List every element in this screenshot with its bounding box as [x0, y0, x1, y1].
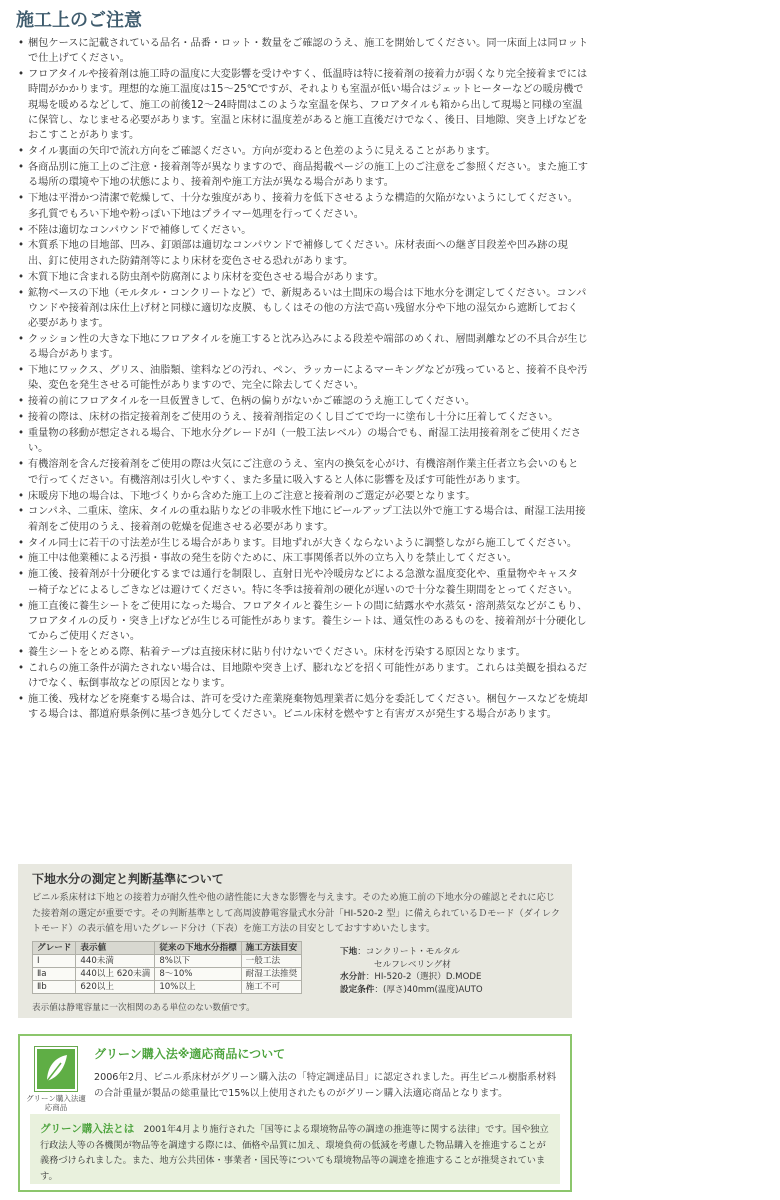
- caution-text: 木質系下地の目地部、凹み、釘頭部は適切なコンパウンドで補修してください。床材表面への継ぎ目段差や凹み跡の現出、釘に使用された防錆剤等により床材を変色させる恐れがあります。: [28, 240, 568, 267]
- bullet-icon: •: [18, 287, 25, 299]
- bullet-icon: •: [18, 506, 25, 518]
- table-cell: 620以上: [76, 981, 155, 994]
- bullet-icon: •: [18, 600, 25, 612]
- substrate-value-2: セルフレベリング材: [374, 959, 451, 970]
- table-row: [33, 955, 302, 968]
- green-leaf-logo-icon: [34, 1046, 78, 1092]
- caution-item: [18, 551, 588, 566]
- green-title: グリーン購入法※適応商品について: [94, 1047, 286, 1061]
- green-law-box: [30, 1114, 560, 1184]
- table-cell: 440未満: [76, 955, 155, 968]
- green-law-text: [40, 1122, 554, 1184]
- bullet-icon: •: [18, 694, 25, 706]
- bullet-icon: •: [18, 553, 25, 565]
- bullet-icon: •: [18, 459, 25, 471]
- caution-item: [18, 457, 588, 488]
- meter-value: ：HI-520-2（選択）D.MODE: [365, 972, 482, 982]
- bullet-icon: •: [18, 224, 25, 236]
- caution-item: [18, 363, 588, 394]
- substrate-label: 下地: [340, 947, 358, 957]
- green-description: 2006年2月、ビニル系床材がグリーン購入法の「特定調達品目」に認定されました。再生ビニル樹脂系材料の合計重量が製品の総重量比で15%以上使用されたものがグリーン購入法適応商品となります。: [94, 1072, 557, 1099]
- table-cell: Ⅱa: [33, 968, 76, 981]
- meter-label: 水分計: [340, 972, 366, 982]
- caution-text: 各商品別に施工上のご注意・接着剤等が異なりますので、商品掲載ページの施工上のご注意をご参照ください。また施工する場所の環境や下地の状態により、接着剤や施工方法が異なる場合があります。: [28, 162, 588, 189]
- caution-text: 不陸は適切なコンパウンドで補修してください。: [28, 224, 252, 236]
- caution-text: 施工直後に養生シートをご使用になった場合、フロアタイルと養生シートの間に結露水や水蒸気・溶剤蒸気などがこもり、フロアタイルの反り・突き上げなどが生じる可能性があります。養生シートは、通気性のあるものを、接着剤が十分硬化してからご使用ください。: [28, 600, 588, 643]
- table-row: [33, 981, 302, 994]
- caution-item: [18, 144, 588, 159]
- caution-text: コンパネ、二重床、塗床、タイルの重ね貼りなどの非吸水性下地にピールアップ工法以外で施工する場合は、耐湿工法用接着剤をご使用のうえ、接着剤の乾燥を促進させる必要があります。: [28, 506, 586, 533]
- bullet-icon: •: [18, 271, 25, 283]
- bullet-icon: •: [18, 69, 25, 81]
- caution-text: 鉱物ベースの下地（モルタル・コンクリートなど）で、新規あるいは土間床の場合は下地水分を測定してください。コンパウンドや接着剤は床仕上げ材と同様に適切な皮膜、もしくはその他の方法で高い残留水分や下地の湿気から遮断しておく必要があります。: [28, 287, 587, 330]
- table-cell: 一般工法: [241, 955, 302, 968]
- table-cell: 10%以上: [155, 981, 241, 994]
- header-conventional-index: 従来の下地水分指標: [155, 942, 241, 955]
- table-row: [33, 968, 302, 981]
- bullet-icon: •: [18, 193, 25, 205]
- caution-item: [18, 489, 588, 504]
- green-purchase-section: [18, 1034, 572, 1192]
- table-cell: Ⅱb: [33, 981, 76, 994]
- caution-text: タイル裏面の矢印で流れ方向をご確認ください。方向が変わると色差のように見えることがあります。: [28, 146, 496, 158]
- caution-item: [18, 599, 588, 645]
- bullet-icon: •: [18, 647, 25, 659]
- table-header-row: [33, 942, 302, 955]
- bullet-icon: •: [18, 162, 25, 174]
- measurement-conditions: [340, 946, 483, 996]
- caution-text: タイル同士に若干の寸法差が生じる場合があります。目地ずれが大きくならないように調整しながら施工してください。: [28, 537, 578, 549]
- caution-text: 施工後、接着剤が十分硬化するまでは通行を制限し、直射日光や冷暖房などによる急激な温度変化や、重量物やキャスター椅子などによるしごきなどは避けてください。特に冬季は接着剤の硬化が遅いので十分な養生期間をとってください。: [28, 569, 578, 596]
- caution-item: [18, 67, 588, 143]
- substrate-value: ：コンクリート・モルタル: [357, 947, 460, 957]
- caution-text: これらの施工条件が満たされない場合は、目地隙や突き上げ、膨れなどを招く可能性があります。これらは美観を損ねるだけでなく、転倒事故などの原因となります。: [28, 662, 588, 690]
- bullet-icon: •: [18, 365, 25, 377]
- caution-item: [18, 692, 588, 723]
- table-cell: Ⅰ: [33, 955, 76, 968]
- caution-item: [18, 661, 588, 692]
- table-cell: 440以上 620未満: [76, 968, 155, 981]
- moisture-intro: ビニル系床材は下地との接着力が耐久性や他の諸性能に大きな影響を与えます。そのため施工前の下地水分の確認とそれに応じた接着剤の選定が重要です。その判断基準として高周波静電容量式水分計「HI-520-2 型」に備えられているＤモード（ダイレクトモード）の表示値を用いたグレード分け（下表）を施工方法の目安としておすすめいたします。: [32, 892, 561, 934]
- caution-text: クッション性の大きな下地にフロアタイルを施工すると沈み込みによる段差や端部のめくれ、層間剥離などの不具合が生じる場合があります。: [28, 333, 588, 361]
- caution-item: [18, 238, 588, 269]
- table-cell: 8〜10%: [155, 968, 241, 981]
- bullet-icon: •: [18, 569, 25, 581]
- caution-text: 施工中は他業種による汚損・事故の発生を防ぐために、床工事関係者以外の立ち入りを禁止してください。: [28, 553, 517, 565]
- moisture-section: [18, 864, 572, 1018]
- moisture-note: 表示値は静電容量に一次相関のある単位のない数値です。: [32, 1003, 255, 1013]
- caution-text: 有機溶剤を含んだ接着剤をご使用の際は火気にご注意のうえ、室内の換気を心がけ、有機溶剤作業主任者立ち会いのもとで行ってください。有機溶剤は引火しやすく、また多量に吸入すると人体に影響を及ぼす可能性があります。: [28, 459, 579, 486]
- caution-text: 梱包ケースに記載されている品名・品番・ロット・数量をご確認のうえ、施工を開始してください。同一床面上は同ロットで仕上げてください。: [28, 38, 589, 65]
- moisture-title: 下地水分の測定と判断基準について: [32, 872, 224, 886]
- bullet-icon: •: [18, 333, 25, 345]
- bullet-icon: •: [18, 662, 25, 674]
- caution-text: 接着の前にフロアタイルを一旦仮置きして、色柄の偏りがないかご確認のうえ施工してください。: [28, 396, 476, 408]
- caution-item: [18, 426, 588, 457]
- bullet-icon: •: [18, 38, 25, 49]
- caution-text: フロアタイルや接着剤は施工時の温度に大変影響を受けやすく、低温時は特に接着剤の接着力が弱くなり完全接着までには時間がかかります。理想的な施工温度は15〜25℃ですが、それよりも室温が低い場合はジェットヒーターなどの暖房機で現場を暖めるなどして、施工の前後12〜24時間はこのような室温を保ち、フロアタイルも箱から出して現場と同様の室温に保管し、なじませる必要があります。室温と床材に温度差があると施工直後だけでなく、後日、目地隙、突き上げなどをおこすことがあります。: [28, 69, 588, 142]
- caution-text: 接着の際は、床材の指定接着剤をご使用のうえ、接着剤指定のくし目ごてで均一に塗布し十分に圧着してください。: [28, 412, 559, 424]
- page-title: 施工上のご注意: [16, 10, 142, 31]
- caution-text: 下地にワックス、グリス、油脂類、塗料などの汚れ、ペン、ラッカーによるマーキングなどが残っていると、接着不良や汚染、変色を発生させる可能性がありますので、完全に除去してください。: [28, 365, 588, 392]
- caution-item: [18, 160, 588, 191]
- caution-item: [18, 410, 588, 425]
- caution-item: [18, 223, 588, 238]
- caution-text: 施工後、残材などを廃棄する場合は、許可を受けた産業廃棄物処理業者に処分を委託してください。梱包ケースなどを焼却する場合は、都道府県条例に基づき処分してください。ビニル床材を燃やすと有害ガスが発生する場合があります。: [28, 694, 588, 721]
- caution-item: [18, 394, 588, 409]
- bullet-icon: •: [18, 146, 25, 158]
- conditions-value: ：(厚さ)40mm(温度)AUTO: [374, 984, 483, 995]
- caution-item: [18, 332, 588, 363]
- green-law-body: 2001年4月より施行された「国等による環境物品等の調達の推進等に関する法律」です。国や独立行政法人等の各機関が物品等を調達する際には、価格や品質に加え、環境負荷の低減を考慮した物品購入を推進することが義務づけられました。また、地方公共団体・事業者・国民等についても環境物品等の調達を推進することが推奨されています。: [40, 1124, 549, 1182]
- conditions-label: 設定条件: [340, 984, 375, 995]
- caution-item: [18, 536, 588, 551]
- bullet-icon: •: [18, 396, 25, 408]
- bullet-icon: •: [18, 537, 25, 549]
- caution-text: 木質下地に含まれる防虫剤や防腐剤により床材を変色させる場合があります。: [28, 271, 384, 283]
- logo-label: グリーン購入法適応商品: [26, 1094, 86, 1112]
- caution-text: 下地は平滑かつ清潔で乾燥して、十分な強度があり、接着力を低下させるような構造的欠陥がないようにしてください。多孔質でもろい下地や粉っぽい下地はプライマー処理を行ってください。: [28, 193, 578, 220]
- caution-text: 養生シートをとめる際、粘着テープは直接床材に貼り付けないでください。床材を汚染する原因となります。: [28, 647, 526, 659]
- moisture-grade-table: [32, 941, 302, 994]
- bullet-icon: •: [18, 428, 25, 440]
- bullet-icon: •: [18, 240, 25, 252]
- bullet-icon: •: [18, 490, 25, 502]
- caution-item: [18, 191, 588, 222]
- green-law-lead: グリーン購入法とは: [40, 1123, 135, 1135]
- table-cell: 施工不可: [241, 981, 302, 994]
- table-cell: 耐湿工法推奨: [241, 968, 302, 981]
- caution-item: [18, 286, 588, 332]
- caution-item: [18, 270, 588, 285]
- header-display-value: 表示値: [76, 942, 155, 955]
- caution-item: [18, 36, 588, 67]
- caution-list: [18, 36, 588, 723]
- header-method: 施工方法目安: [241, 942, 302, 955]
- table-cell: 8%以下: [155, 955, 241, 968]
- caution-item: [18, 645, 588, 660]
- caution-text: 重量物の移動が想定される場合、下地水分グレードがⅠ（一般工法レベル）の場合でも、耐湿工法用接着剤をご使用ください。: [28, 428, 582, 455]
- bullet-icon: •: [18, 412, 25, 424]
- caution-text: 床暖房下地の場合は、下地づくりから含めた施工上のご注意と接着剤のご選定が必要となります。: [28, 490, 476, 502]
- header-grade: グレード: [33, 942, 76, 955]
- caution-item: [18, 504, 588, 535]
- caution-item: [18, 567, 588, 598]
